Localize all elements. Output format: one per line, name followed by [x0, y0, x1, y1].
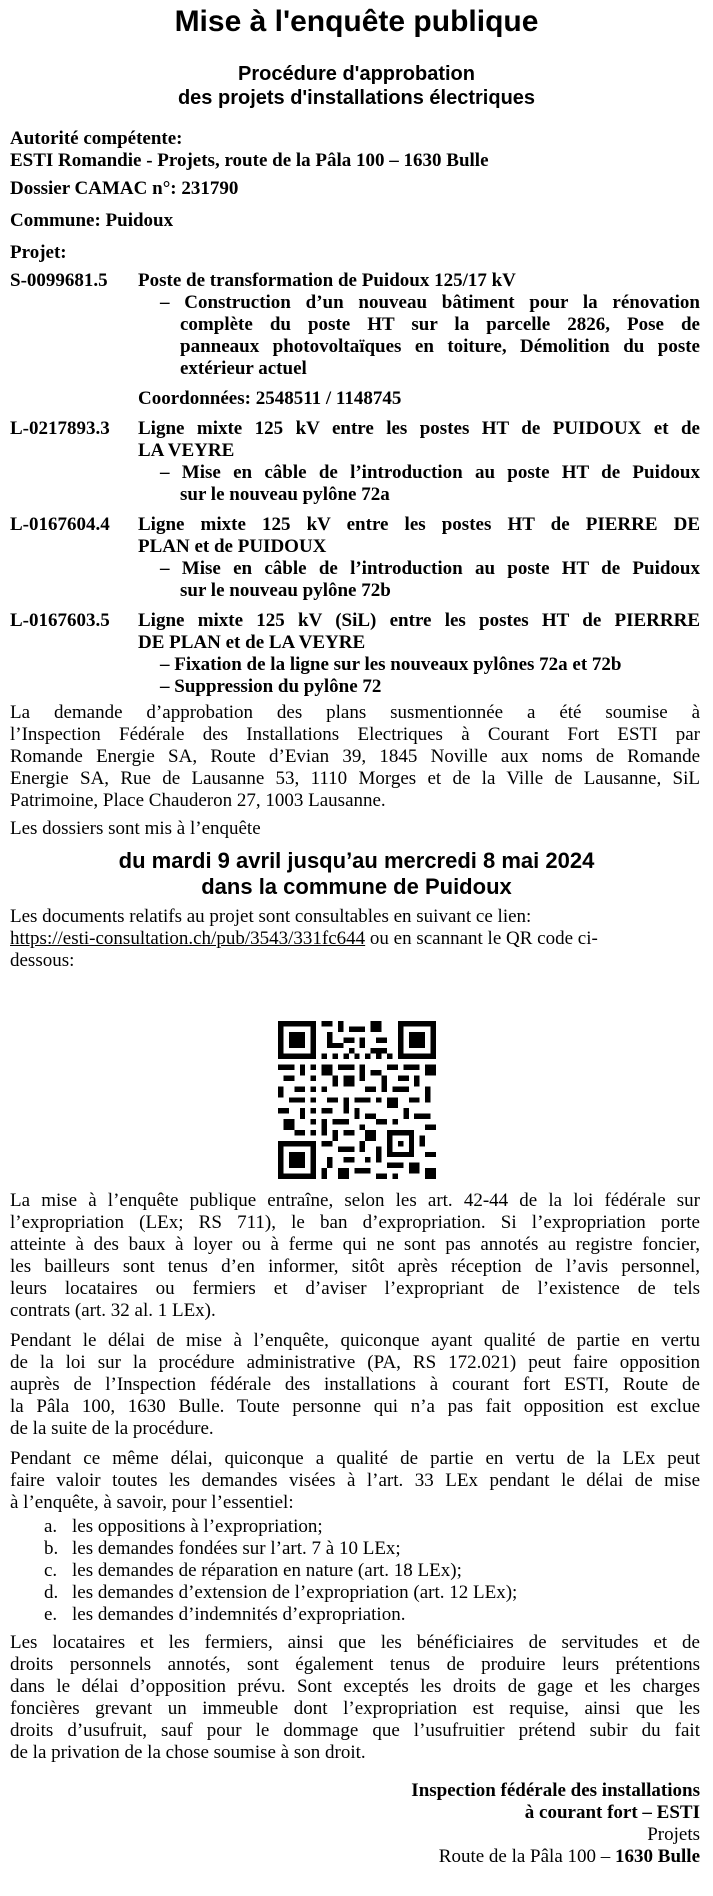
consult-line: dessous:	[10, 950, 75, 971]
intro-paragraph-line: l’Inspection Fédérale des Installations Electriques à Courant Fort ESTI par	[10, 724, 700, 745]
intro-paragraph-line: Romande Energie SA, Route d’Evian 39, 1845 Noville aux noms de Romande	[10, 746, 700, 767]
project-title: Ligne mixte 125 kV entre les postes HT de PUIDOUX et de	[138, 418, 700, 439]
list-marker: e.	[44, 1604, 58, 1625]
dossier-number: Dossier CAMAC n°: 231790	[10, 178, 239, 199]
list-item: les demandes d’extension de l’expropriation (art. 12 LEx);	[72, 1582, 518, 1603]
project-title: DE PLAN et de LA VEYRE	[138, 632, 366, 653]
project-code: L-0217893.3	[10, 418, 110, 439]
project-code: S-0099681.5	[10, 270, 108, 291]
project-coordinates: Coordonnées: 2548511 / 1148745	[138, 388, 402, 409]
project-item-line: – Suppression du pylône 72	[160, 676, 382, 697]
intro-paragraph-line: Energie SA, Rue de Lausanne 53, 1110 Morges et de la Ville de Lausanne, SiL	[10, 768, 700, 789]
list-item: les demandes de réparation en nature (art. 18 LEx);	[72, 1560, 462, 1581]
paragraph-line: de la suite de la procédure.	[10, 1418, 214, 1439]
project-title: Poste de transformation de Puidoux 125/17 kV	[138, 270, 516, 291]
paragraph-line: de la loi sur la procédure administrative (PA, RS 172.021) peut faire opposition	[10, 1352, 700, 1373]
authority-label: Autorité compétente:	[10, 128, 183, 149]
paragraph-line: dans le délai d’opposition prévu. Sont exceptés les droits de gage et les charges	[10, 1676, 700, 1697]
project-title: Ligne mixte 125 kV (SiL) entre les postes HT de PIERRRE	[138, 610, 700, 631]
enquiry-dates: du mardi 9 avril jusqu’au mercredi 8 mai 2024	[118, 848, 595, 873]
signature-line: Inspection fédérale des installations	[411, 1780, 700, 1801]
project-item-line: – Mise en câble de l’introduction au poste HT de Puidoux	[160, 462, 700, 483]
paragraph-line: faire valoir toutes les demandes visées à l’art. 33 LEx pendant le délai de mise	[10, 1470, 700, 1491]
enquiry-commune: dans la commune de Puidoux	[201, 874, 512, 899]
list-marker: d.	[44, 1582, 59, 1603]
dossiers-line: Les dossiers sont mis à l’enquête	[10, 818, 261, 839]
list-item: les oppositions à l’expropriation;	[72, 1516, 323, 1537]
list-marker: b.	[44, 1538, 59, 1559]
signature-line: à courant fort – ESTI	[524, 1802, 700, 1823]
signature-line: Projets	[647, 1824, 700, 1845]
consult-line: Les documents relatifs au projet sont consultables en suivant ce lien:	[10, 906, 532, 927]
paragraph-line: de la privation de la chose soumise à son droit.	[10, 1742, 366, 1763]
list-item: les demandes fondées sur l’art. 7 à 10 LEx;	[72, 1538, 401, 1559]
paragraph-line: la Pâla 100, 1630 Bulle. Toute personne qui n’a pas fait opposition est exclue	[10, 1396, 700, 1417]
list-item: les demandes d’indemnités d’expropriation.	[72, 1604, 406, 1625]
list-marker: c.	[44, 1560, 58, 1581]
project-item-line: panneaux photovoltaïques en toiture, Démolition du poste	[180, 336, 700, 357]
paragraph-line: l’expropriation (LEx; RS 711), le ban d’expropriation. Si l’expropriation porte	[10, 1212, 700, 1233]
subtitle-line-1: Procédure d'approbation	[237, 63, 475, 85]
project-title: PLAN et de PUIDOUX	[138, 536, 327, 557]
authority-value: ESTI Romandie - Projets, route de la Pâla 100 – 1630 Bulle	[10, 150, 489, 171]
commune: Commune: Puidoux	[10, 210, 174, 231]
paragraph-line: Pendant le délai de mise à l’enquête, quiconque ayant qualité de partie en vertu	[10, 1330, 700, 1351]
paragraph-line: auprès de l’Inspection fédérale des installations à courant fort ESTI, Route de	[10, 1374, 700, 1395]
paragraph-line: atteinte à des baux à loyer ou à ferme qui ne sont pas annotés au registre foncier,	[10, 1234, 700, 1255]
paragraph-line: leurs locataires ou fermiers et d’aviser l’expropriant de l’existence de tels	[10, 1278, 700, 1299]
page-title: Mise à l'enquête publique	[174, 5, 539, 38]
project-title: Ligne mixte 125 kV entre les postes HT de PIERRE DE	[138, 514, 700, 535]
project-item-line: extérieur actuel	[180, 358, 307, 379]
paragraph-line: foncières grevant un immeuble dont l’expropriation est requise, ainsi que les	[10, 1698, 700, 1719]
paragraph-line: à l’enquête, à savoir, pour l’essentiel:	[10, 1492, 294, 1513]
project-title: LA VEYRE	[138, 440, 235, 461]
consult-line-rest: ou en scannant le QR code ci-	[365, 928, 598, 949]
consult-line	[10, 928, 598, 950]
project-code: L-0167603.5	[10, 610, 110, 631]
qr-code-icon[interactable]	[278, 1021, 436, 1179]
paragraph-line: droits d’usufruit, sauf pour le dommage que l’usufruitier prétend subir du fait	[10, 1720, 700, 1741]
paragraph-line: les bailleurs sont tenus d’en informer, sitôt après réception de l’avis personnel,	[10, 1256, 700, 1277]
paragraph-line: Les locataires et les fermiers, ainsi que les bénéficiaires de servitudes et de	[10, 1632, 700, 1653]
list-marker: a.	[44, 1516, 58, 1537]
project-item-line: sur le nouveau pylône 72b	[180, 580, 391, 601]
project-item-line: – Mise en câble de l’introduction au poste HT de Puidoux	[160, 558, 700, 579]
paragraph-line: Pendant ce même délai, quiconque a qualité de partie en vertu de la LEx peut	[10, 1448, 700, 1469]
signature-address-city: 1630 Bulle	[615, 1846, 700, 1867]
project-item-line: – Construction d’un nouveau bâtiment pour la rénovation	[160, 292, 700, 313]
project-item-line: complète du poste HT sur la parcelle 2826, Pose de	[180, 314, 700, 335]
paragraph-line: La mise à l’enquête publique entraîne, selon les art. 42-44 de la loi fédérale sur	[10, 1190, 700, 1211]
signature-address-street: Route de la Pâla 100 –	[438, 1846, 616, 1867]
intro-paragraph-line: La demande d’approbation des plans susmentionnée a été soumise à	[10, 702, 700, 723]
project-label: Projet:	[10, 242, 67, 263]
project-item-line: sur le nouveau pylône 72a	[180, 484, 390, 505]
project-code: L-0167604.4	[10, 514, 110, 535]
project-item-line: – Fixation de la ligne sur les nouveaux pylônes 72a et 72b	[160, 654, 622, 675]
intro-paragraph-line: Patrimoine, Place Chauderon 27, 1003 Lausanne.	[10, 790, 386, 811]
paragraph-line: droits personnels annotés, sont également tenus de produire leurs prétentions	[10, 1654, 700, 1675]
consultation-link[interactable]: https://esti-consultation.ch/pub/3543/331fc644	[10, 928, 366, 949]
signature-address	[300, 1846, 700, 1868]
paragraph-line: contrats (art. 32 al. 1 LEx).	[10, 1300, 216, 1321]
subtitle-line-2: des projets d'installations électriques	[177, 87, 536, 109]
